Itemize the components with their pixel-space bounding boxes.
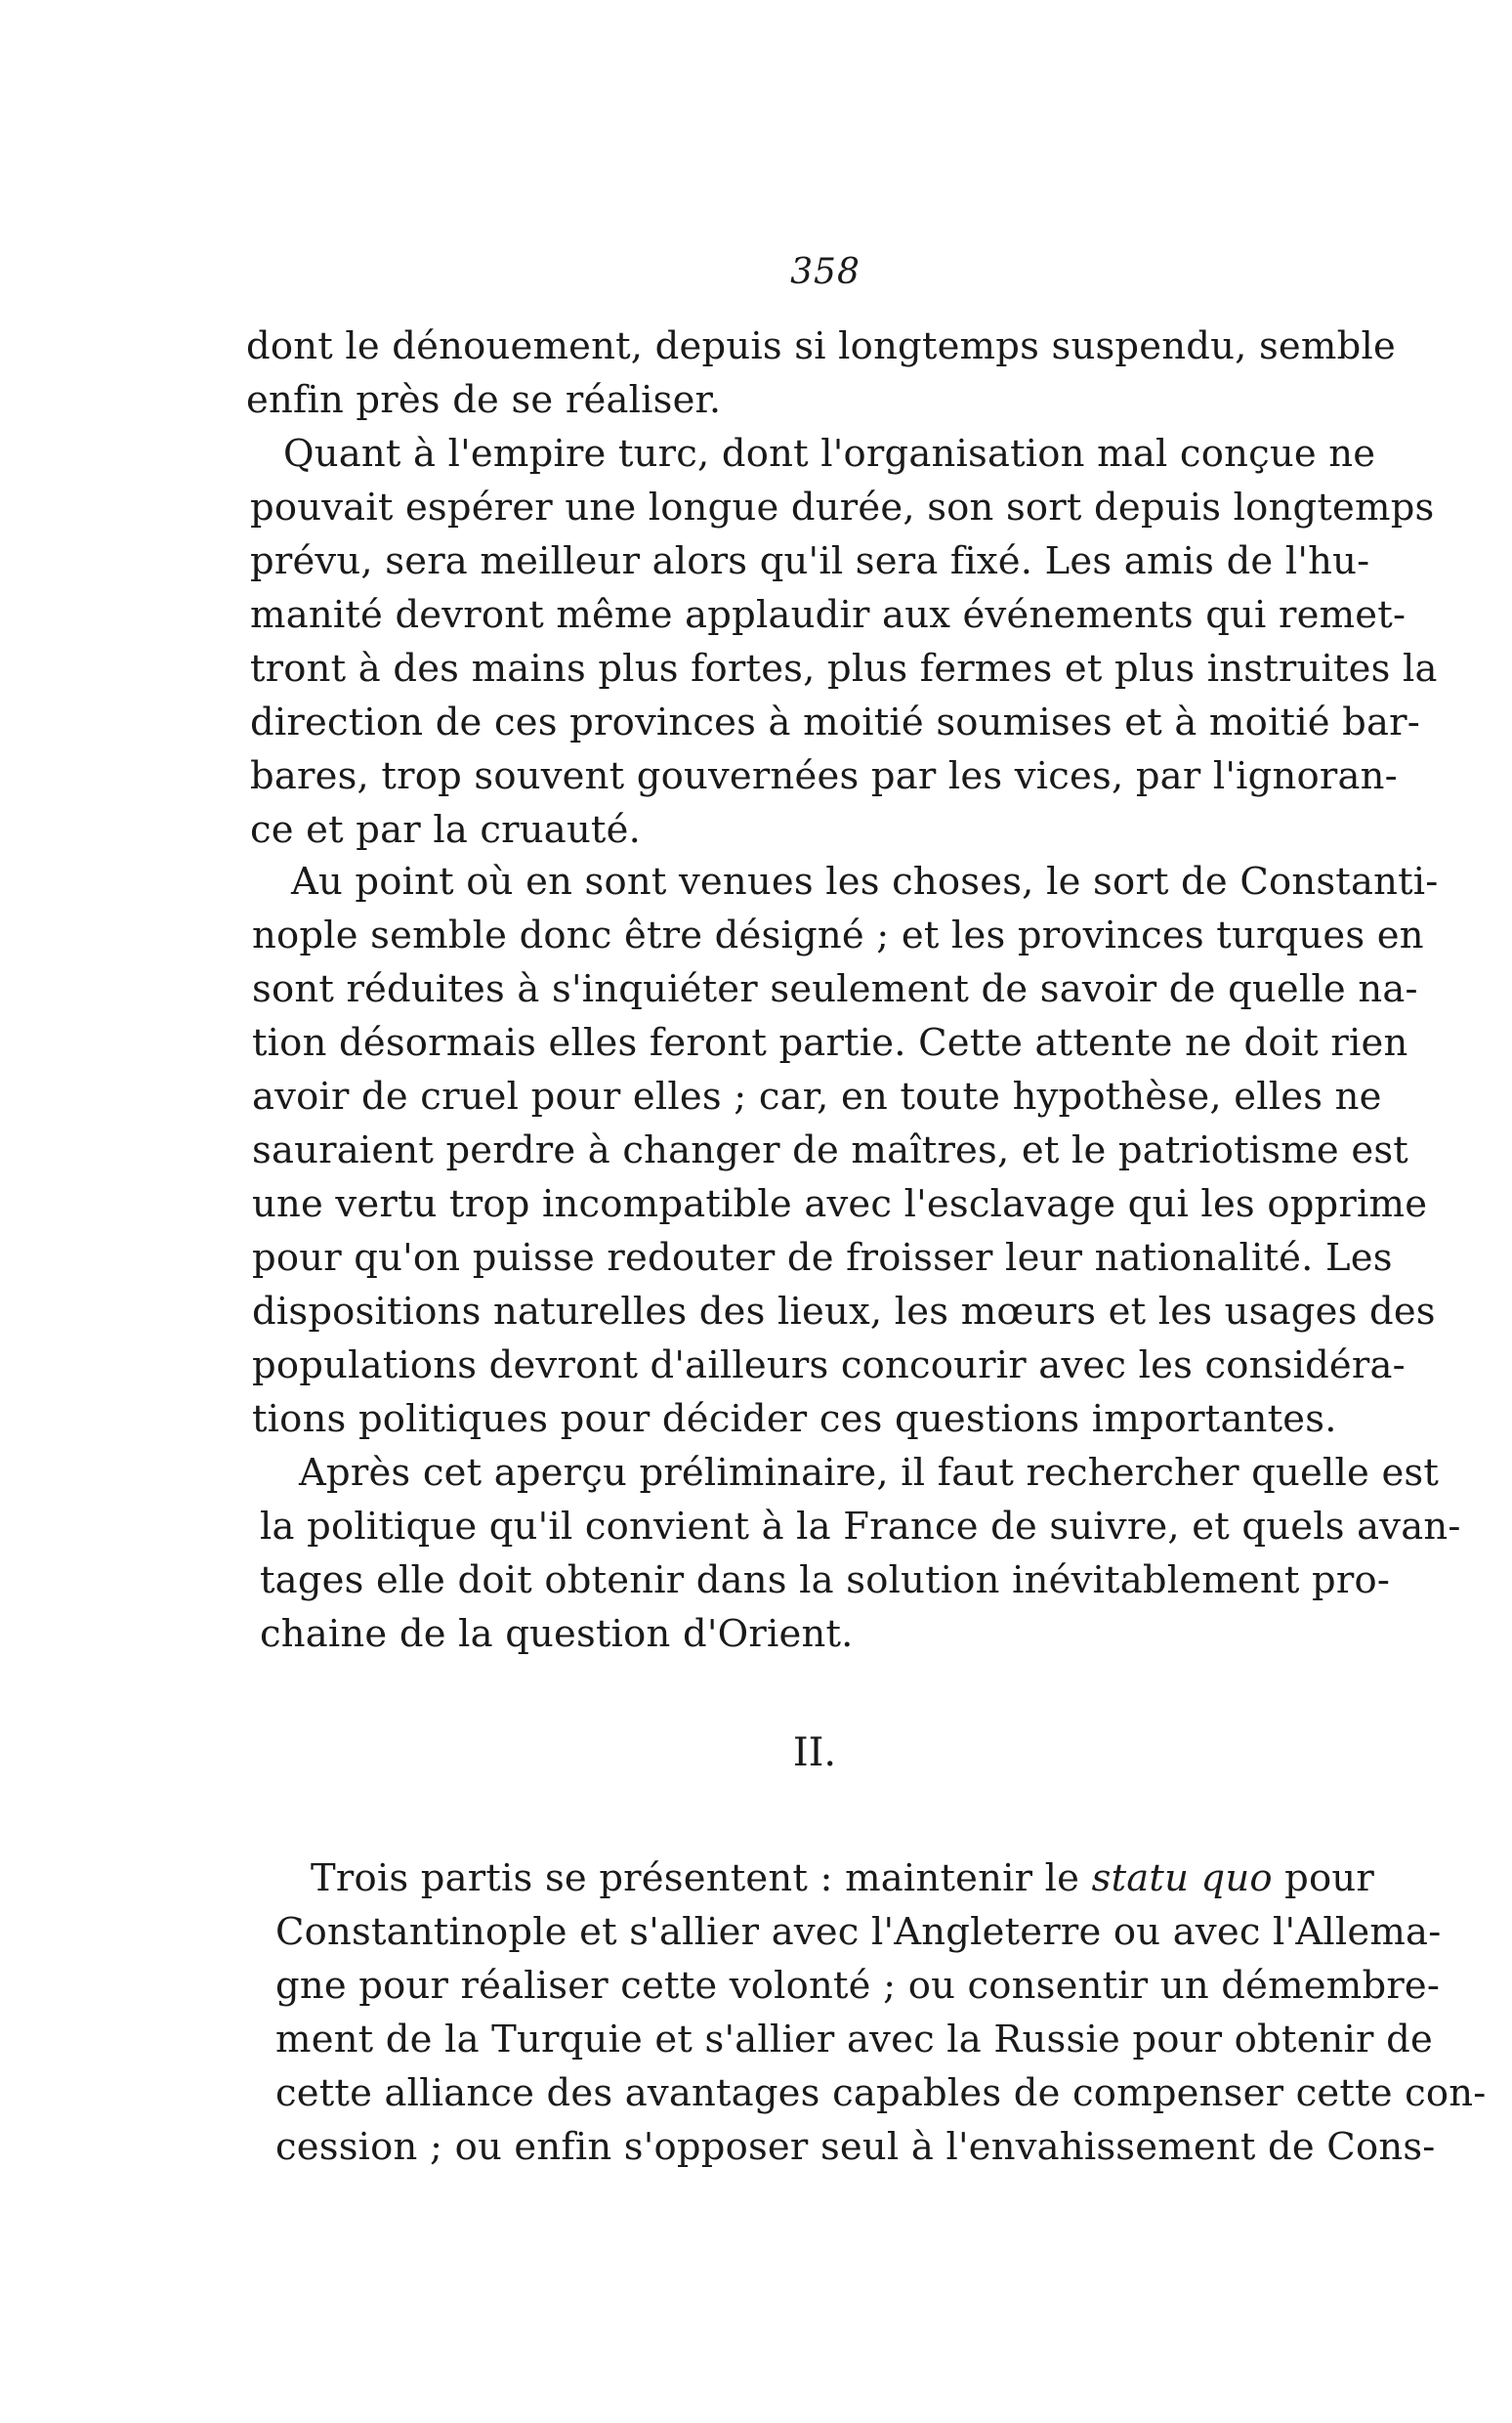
text-line: manité devront même applaudir aux événements qui remet- bbox=[250, 593, 1407, 637]
text-line: tion désormais elles feront partie. Cette attente ne doit rien bbox=[252, 1021, 1408, 1065]
text-line: tions politiques pour décider ces questions importantes. bbox=[252, 1397, 1337, 1441]
text-segment: Trois partis se présentent : maintenir le bbox=[311, 1856, 1080, 1900]
italic-phrase: statu quo bbox=[1091, 1856, 1273, 1900]
text-segment: pour bbox=[1284, 1856, 1374, 1900]
text-line: la politique qu'il convient à la France de suivre, et quels avan- bbox=[260, 1505, 1461, 1549]
text-line: cette alliance des avantages capables de compenser cette con- bbox=[275, 2071, 1487, 2115]
text-line: Quant à l'empire turc, dont l'organisation mal conçue ne bbox=[283, 432, 1376, 476]
text-line: avoir de cruel pour elles ; car, en toute hypothèse, elles ne bbox=[252, 1075, 1382, 1119]
text-line: dont le dénouement, depuis si longtemps suspendu, semble bbox=[246, 324, 1396, 368]
text-line: bares, trop souvent gouvernées par les vices, par l'ignoran- bbox=[250, 754, 1398, 798]
text-line: cession ; ou enfin s'opposer seul à l'envahissement de Cons- bbox=[275, 2125, 1436, 2169]
text-line: nople semble donc être désigné ; et les provinces turques en bbox=[252, 914, 1424, 957]
text-line: populations devront d'ailleurs concourir avec les considéra- bbox=[252, 1343, 1406, 1387]
text-line: direction de ces provinces à moitié soumises et à moitié bar- bbox=[250, 701, 1420, 744]
text-line: sauraient perdre à changer de maîtres, et le patriotisme est bbox=[252, 1128, 1408, 1172]
text-line: ment de la Turquie et s'allier avec la Russie pour obtenir de bbox=[275, 2018, 1433, 2062]
text-line: tages elle doit obtenir dans la solution inévitablement pro- bbox=[260, 1558, 1391, 1602]
text-line: prévu, sera meilleur alors qu'il sera fixé. Les amis de l'hu- bbox=[250, 539, 1370, 583]
text-line: Au point où en sont venues les choses, le sort de Constanti- bbox=[291, 860, 1439, 904]
text-line: sont réduites à s'inquiéter seulement de savoir de quelle na- bbox=[252, 967, 1418, 1011]
page-number: 358 bbox=[790, 252, 861, 292]
text-line: une vertu trop incompatible avec l'esclavage qui les opprime bbox=[252, 1182, 1428, 1226]
text-line: gne pour réaliser cette volonté ; ou consentir un démembre- bbox=[275, 1964, 1441, 2008]
text-line: tront à des mains plus fortes, plus fermes et plus instruites la bbox=[250, 647, 1438, 691]
section-heading: II. bbox=[792, 1730, 837, 1775]
text-line: enfin près de se réaliser. bbox=[246, 378, 722, 422]
text-line: ce et par la cruauté. bbox=[250, 808, 642, 852]
text-line: pouvait espérer une longue durée, son sort depuis longtemps bbox=[250, 486, 1435, 530]
text-line: dispositions naturelles des lieux, les mœurs et les usages des bbox=[252, 1290, 1436, 1334]
text-line: Après cet aperçu préliminaire, il faut rechercher quelle est bbox=[299, 1451, 1440, 1495]
text-line: chaine de la question d'Orient. bbox=[260, 1612, 854, 1656]
text-line: pour qu'on puisse redouter de froisser leur nationalité. Les bbox=[252, 1236, 1393, 1280]
text-line bbox=[311, 1854, 1373, 1903]
text-line: Constantinople et s'allier avec l'Angleterre ou avec l'Allema- bbox=[275, 1910, 1442, 1954]
